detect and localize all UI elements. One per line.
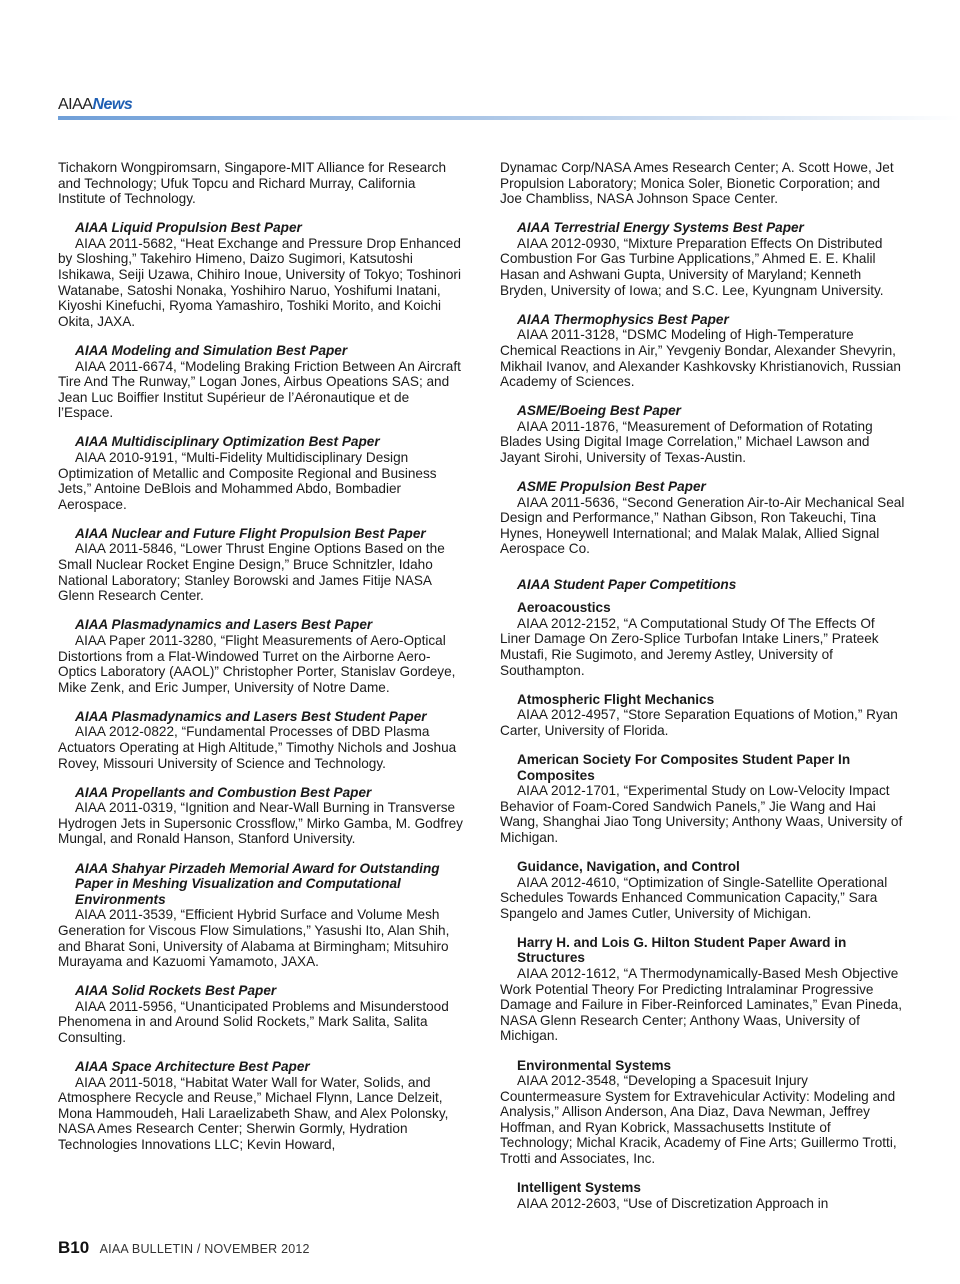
award-entry — [58, 343, 463, 421]
award-entry — [58, 983, 463, 1045]
student-award-entry — [500, 600, 905, 678]
award-title: AIAA Propellants and Combustion Best Paper — [75, 784, 372, 800]
award-title: ASME/Boeing Best Paper — [517, 403, 681, 419]
award-entry — [58, 526, 463, 604]
award-entry — [58, 220, 463, 329]
publication-line: AIAA BULLETIN / NOVEMBER 2012 — [99, 1242, 310, 1256]
student-award-text: AIAA 2012-3548, “Developing a Spacesuit Injury Countermeasure System for Extravehicular Activity: Modeling and Analysis,” Allison Anderson, Ana Diaz, Dava Newman, Jeffrey Hoffman, and Ryan Kobrick, Massachusetts Institute of Technology; Michal Kracik, Academy of Fine Arts; Guillermo Trotti, Trotti and Associates, Inc. — [500, 1073, 897, 1167]
brand-org: AIAA — [58, 96, 93, 113]
award-title: AIAA Space Architecture Best Paper — [75, 1059, 310, 1075]
student-award-text: AIAA 2012-4957, “Store Separation Equations of Motion,” Ryan Carter, University of Florida. — [500, 707, 898, 738]
brand-section: News — [92, 96, 133, 113]
award-title: AIAA Liquid Propulsion Best Paper — [75, 220, 302, 236]
intro-paragraph — [58, 160, 463, 207]
award-entry — [58, 709, 463, 771]
award-text: AIAA 2011-0319, “Ignition and Near-Wall Burning in Transverse Hydrogen Jets in Supersonic Crossflow,” Mirko Gamba, M. Godfrey Mungal, and Ronald Hanson, Stanford University. — [58, 800, 463, 847]
award-text: AIAA 2011-1876, “Measurement of Deformation of Rotating Blades Using Digital Image Correlation,” Michael Lawson and Jayant Sirohi, University of Texas-Austin. — [500, 418, 873, 465]
page-footer — [58, 1238, 310, 1258]
award-title: AIAA Nuclear and Future Flight Propulsion Best Paper — [75, 525, 426, 541]
award-entry — [58, 1059, 463, 1153]
student-award-title: Environmental Systems — [517, 1057, 672, 1073]
award-entry — [58, 861, 463, 970]
header-rule — [58, 116, 960, 120]
award-text: AIAA 2012-0822, “Fundamental Processes of DBD Plasma Actuators Operating at High Altitude,” Timothy Nichols and Joshua Rovey, Missouri University of Science and Technology. — [58, 724, 457, 771]
student-award-text: AIAA 2012-4610, “Optimization of Single-Satellite Operational Schedules Towards Enhanced Communication Capacity,” Sara Spangelo and James Cutler, University of Michigan. — [500, 874, 888, 921]
left-column — [58, 160, 463, 1166]
student-award-title: Harry H. and Lois G. Hilton Student Paper Award in Structures — [517, 934, 847, 966]
award-title: AIAA Multidisciplinary Optimization Best Paper — [75, 434, 380, 450]
student-award-title: Intelligent Systems — [517, 1180, 641, 1196]
intro-text: Dynamac Corp/NASA Ames Research Center; A. Scott Howe, Jet Propulsion Laboratory; Monica Soler, Bionetic Corporation; and Joe Chambliss, NASA Johnson Space Center. — [500, 160, 894, 207]
student-award-text: AIAA 2012-2603, “Use of Discretization Approach in — [517, 1195, 829, 1211]
award-title: AIAA Modeling and Simulation Best Paper — [75, 342, 348, 358]
award-title: AIAA Terrestrial Energy Systems Best Paper — [517, 220, 804, 236]
intro-paragraph — [500, 160, 905, 207]
award-title: ASME Propulsion Best Paper — [517, 479, 706, 495]
student-award-entry — [500, 692, 905, 739]
award-text: AIAA 2011-3128, “DSMC Modeling of High-Temperature Chemical Reactions in Air,” Yevgeniy Bondar, Alexander Shevyrin, Mikhail Ivanov, and Alexander Kashkovsky Khristianovich, Russian Academy of Sciences. — [500, 327, 901, 390]
award-title: AIAA Plasmadynamics and Lasers Best Student Paper — [75, 708, 427, 724]
student-award-entry — [500, 935, 905, 1044]
award-entry — [58, 617, 463, 695]
student-award-title: Guidance, Navigation, and Control — [517, 858, 740, 874]
page-header — [58, 96, 960, 122]
intro-text: Tichakorn Wongpiromsarn, Singapore-MIT Alliance for Research and Technology; Ufuk Topcu and Richard Murray, California Institute of Technology. — [58, 160, 447, 207]
student-award-text: AIAA 2012-1612, “A Thermodynamically-Based Mesh Objective Work Potential Theory For Predicting Intralaminar Progressive Damage and Failure in Fiber-Reinforced Laminates,” Evan Pineda, NASA Glenn Research Center; Anthony Waas, University of Michigan. — [500, 966, 902, 1044]
award-text: AIAA 2011-5846, “Lower Thrust Engine Options Based on the Small Nuclear Rocket Engine Design,” Bruce Schnitzler, Idaho National Laboratory; Stanley Borowski and James Fitije NASA Glenn Research Center. — [58, 541, 445, 604]
award-text: AIAA 2011-3539, “Efficient Hybrid Surface and Volume Mesh Generation for Viscous Flow Simulations,” Yasushi Ito, Alan Shih, and Bharat Soni, University of Alabama at Birmingham; Mitsuhiro Murayama and Kazuomi Yamamoto, JAXA. — [58, 907, 450, 970]
award-entry — [58, 785, 463, 847]
award-entry — [500, 403, 905, 465]
award-entry — [58, 434, 463, 512]
award-title: AIAA Thermophysics Best Paper — [517, 311, 729, 327]
award-text: AIAA 2010-9191, “Multi-Fidelity Multidisciplinary Design Optimization of Metallic and Composite Regional and Business Jets,” Antoine DeBlois and Mohammed Abdo, Bombadier Aerospace. — [58, 450, 437, 512]
award-text: AIAA 2011-5956, “Unanticipated Problems and Misunderstood Phenomena in and Around Solid Rockets,” Mark Salita, Salita Consulting. — [58, 998, 449, 1045]
student-award-text: AIAA 2012-2152, “A Computational Study Of The Effects Of Liner Damage On Zero-Splice Turbofan Intake Liners,” Prateek Mustafi, Rie Sugimoto, and Jeremy Astley, University of Southampton. — [500, 615, 879, 678]
student-section-heading: AIAA Student Paper Competitions — [517, 576, 737, 592]
section-brand — [58, 96, 132, 114]
right-column — [500, 160, 905, 1225]
award-text: AIAA 2012-0930, “Mixture Preparation Effects On Distributed Combustion For Gas Turbine Applications,” Ahmed E. E. Khalil Hasan and Ashwani Gupta, University of Maryland; Kenneth Bryden, University of Iowa; and S.C. Lee, Kyungnam University. — [500, 235, 884, 298]
student-award-title: Atmospheric Flight Mechanics — [517, 691, 715, 707]
student-award-text: AIAA 2012-1701, “Experimental Study on Low-Velocity Impact Behavior of Foam-Cored Sandwich Panels,” Jie Wang and Hai Wang, Shanghai Jiao Tong University; Anthony Waas, University of Michigan. — [500, 783, 903, 845]
award-text: AIAA 2011-5682, “Heat Exchange and Pressure Drop Enhanced by Sloshing,” Takehiro Himeno, Daizo Sugimori, Katsutoshi Ishikawa, Seiji Uzawa, Chihiro Inoue, University of Tokyo; Toshinori Watanabe, Satoshi Nonaka, Yoshihiro Naruo, Yoshifumi Inatani, Kiyoshi Kinefuchi, Ryoma Yamashiro, Toshiki Morito, and Koichi Okita, JAXA. — [58, 235, 461, 329]
student-award-title: Aeroacoustics — [517, 600, 611, 616]
award-entry — [500, 479, 905, 557]
page-number: B10 — [58, 1238, 90, 1257]
award-text: AIAA 2011-5018, “Habitat Water Wall for Water, Solids, and Atmosphere Recycle and Reuse,” Michael Flynn, Lance Delzeit, Mona Hammoudeh, Hali Laraelizabeth Shaw, and Alex Polonsky, NASA Ames Research Center; Sherwin Gormly, Hydration Technologies Innovations LLC; Kevin Howard, — [58, 1074, 449, 1153]
award-entry — [500, 220, 905, 298]
award-title: AIAA Plasmadynamics and Lasers Best Paper — [75, 617, 373, 633]
award-text: AIAA 2011-6674, “Modeling Braking Friction Between An Aircraft Tire And The Runway,” Logan Jones, Airbus Opeations SAS; and Jean Luc Boiffier Institut Supérieur de l’Aéronautique et de l’Espace. — [58, 358, 461, 421]
award-title: AIAA Solid Rockets Best Paper — [75, 983, 277, 999]
student-award-entry — [500, 1058, 905, 1167]
student-award-entry — [500, 752, 905, 846]
award-title: AIAA Shahyar Pirzadeh Memorial Award for Outstanding Paper in Meshing Visualization and Computational Environments — [75, 860, 440, 907]
award-entry — [500, 312, 905, 390]
award-text: AIAA Paper 2011-3280, “Flight Measurements of Aero-Optical Distortions from a Flat-Windowed Turret on the Airborne Aero-Optics Laboratory (AAOL)” Christopher Porter, Stanislav Gordeye, Mike Zenk, and Eric Jumper, University of Notre Dame. — [58, 632, 456, 695]
student-award-entry — [500, 859, 905, 921]
student-award-title: American Society For Composites Student Paper In Composites — [517, 751, 851, 783]
student-award-entry — [500, 1180, 905, 1211]
award-text: AIAA 2011-5636, “Second Generation Air-to-Air Mechanical Seal Design and Performance,” Nathan Gibson, Ron Takeuchi, Tina Hynes, Honeywell International; and Malak Malak, Allied Signal Aerospace Co. — [500, 494, 905, 557]
